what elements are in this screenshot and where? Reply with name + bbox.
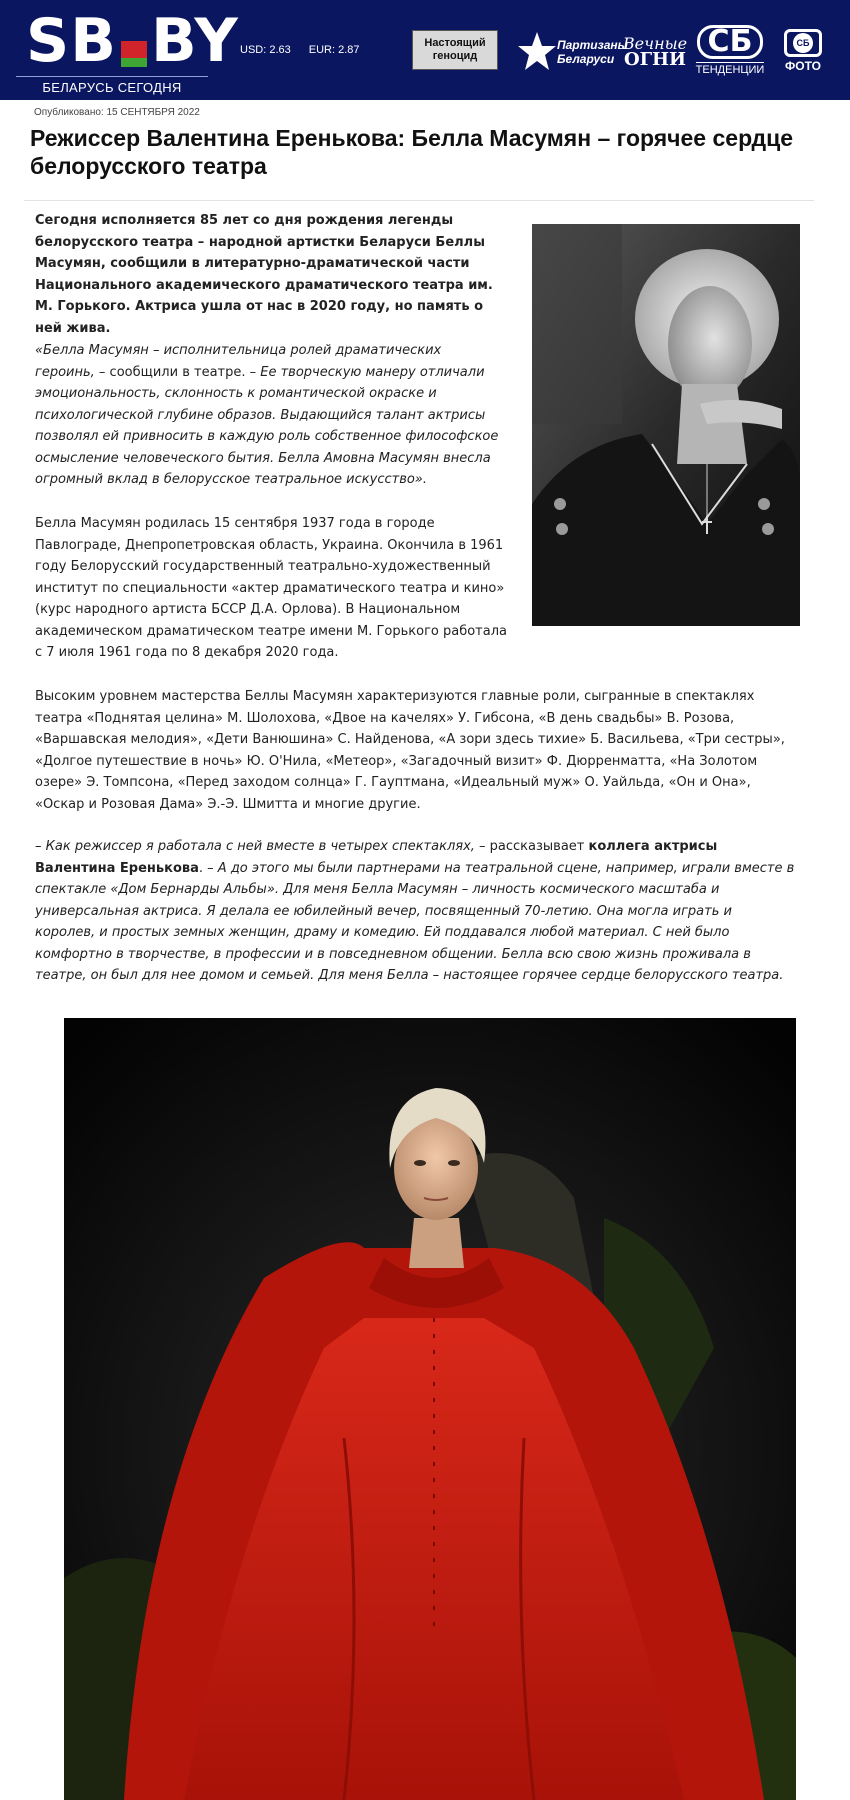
fires-line1: Вечные — [622, 34, 688, 53]
article-title: Режиссер Валентина Еренькова: Белла Масумян – горячее сердце белорусского театра — [30, 125, 794, 179]
project-partisans-link[interactable] — [517, 26, 628, 78]
project-eternal-fires-link[interactable] — [622, 26, 688, 78]
published-value: 15 СЕНТЯБРЯ 2022 — [106, 107, 200, 118]
photo-label: ФОТО — [785, 59, 821, 73]
title-divider — [24, 200, 814, 201]
project-genocide-link[interactable] — [412, 30, 498, 70]
site-header — [0, 0, 850, 100]
rate-eur-value: 2.87 — [338, 44, 360, 56]
portrait-photo[interactable] — [532, 224, 800, 626]
published-label: Опубликовано: — [34, 107, 104, 118]
genocide-line2: геноцид — [432, 50, 478, 62]
partisans-line1: Партизаны — [557, 38, 628, 52]
partisans-text — [557, 38, 628, 66]
project-trends-link[interactable] — [694, 22, 766, 78]
logo-text-left: SB — [26, 6, 117, 76]
trends-logo-icon: СБ — [697, 25, 764, 59]
logo-subtitle: БЕЛАРУСЬ СЕГОДНЯ — [42, 80, 182, 95]
site-logo[interactable] — [16, 6, 239, 100]
published-date — [34, 107, 200, 118]
project-photo-link[interactable] — [778, 24, 828, 78]
quote2-part-a: – Как режиссер я работала с ней вместе в четырех спектаклях, — [35, 839, 475, 854]
roles-paragraph: Высоким уровнем мастерства Беллы Масумян характеризуются главные роли, сыгранные в спектаклях театра «Поднятая целина» М. Шолохова, «Двое на качелях» У. Гибсона, «В день свадьбы» В. Розова, «Варшавская мелодия», «Дети Ванюшина» С. Найденова, «А зори здесь тихие» Б. Васильева, «Три сестры», «Долгое путешествие в ночь» Ю. О'Нила, «Метеор», «Загадочный визит» Ф. Дюрренматта, «На Золотом озере» Э. Томпсона, «Перед заходом солнца» Г. Гауптмана, «Идеальный муж» О. Уайльда, «Он и Она», «Оскар и Розовая Дама» Э.-Э. Шмитта и многие другие. — [35, 689, 785, 812]
quote2-part-b: – рассказывает — [474, 839, 589, 854]
fires-line2: ОГНИ — [623, 49, 687, 70]
quote2-part-d: . – — [198, 860, 218, 876]
rate-usd-label: USD: — [240, 44, 267, 56]
portrait-illustration — [532, 224, 800, 626]
rate-usd — [240, 44, 291, 56]
theatre-quote — [35, 340, 505, 491]
stage-photo[interactable] — [64, 1018, 796, 1800]
logo-flag-icon — [121, 41, 147, 67]
trends-label: ТЕНДЕНЦИИ — [695, 63, 765, 76]
quote2-part-e: А до этого мы были партнерами на театральной сцене, например, играли вместе в спектакле «Дом Бернарды Альбы». Для меня Белла Масумян – личность космического масштаба и универсальная актриса. Я делала ее юбилейный вечер, посвященный 70-летию. Она могла играть и королев, и простых земных женщин, драму и комедию. Ей поддавался любой материал. С ней было комфортно в творчестве, в профессии и в повседневном общении. Белла всю свою жизнь проживала в театре, он был для нее домом и семьей. Для меня Белла – настоящее горячее сердце белорусского театра. — [35, 860, 795, 983]
quote1-part-a: «Белла Масумян – исполнительница ролей драматических героинь, — [35, 343, 442, 380]
currency-rates — [240, 44, 360, 56]
logo-divider — [16, 76, 208, 77]
logo-wordmark — [26, 6, 239, 76]
logo-text-right: BY — [150, 6, 239, 76]
rate-eur-label: EUR: — [308, 44, 336, 56]
partisans-line2: Беларуси — [557, 52, 615, 66]
genocide-line1: Настоящий — [424, 37, 486, 49]
stage-illustration — [64, 1018, 796, 1800]
rate-usd-value: 2.63 — [269, 44, 291, 56]
director-quote — [35, 836, 795, 987]
rate-eur — [309, 44, 360, 56]
star-icon — [517, 30, 557, 74]
quote1-part-b: – сообщили в театре. – — [94, 364, 261, 380]
article-lead: Сегодня исполняется 85 лет со дня рождения легенды белорусского театра – народной артистки Беларуси Беллы Масумян, сообщили в литературно-драматической части Национального академического драматического театра им. М. Горького. Актриса ушла от нас в 2020 году, но память о ней жива. — [35, 213, 493, 336]
quote2-colleague: коллега актрисы Валентина Еренькова — [35, 839, 718, 876]
quote1-part-c: Ее творческую манеру отличали эмоциональность, склонность к романтической окраске и психологической глубине образов. Выдающийся талант актрисы позволял ей привносить в каждую роль собственное философское осмысление человеческого бытия. Белла Амовна Масумян внесла огромный вклад в белорусское театральное искусство». — [35, 364, 499, 487]
biography-paragraph: Белла Масумян родилась 15 сентября 1937 года в городе Павлограде, Днепропетровская область, Украина. Окончила в 1961 году Белорусский государственный театрально-художественный институт по специальности «актер драматического театра и кино» (курс народного артиста БССР Д.А. Орлова). В Национальном академическом драматическом театре имени М. Горького работала с 7 июля 1961 года по 8 декабря 2020 года. — [35, 516, 507, 660]
camera-icon — [784, 29, 822, 57]
camera-lens-logo: СБ — [793, 33, 813, 53]
